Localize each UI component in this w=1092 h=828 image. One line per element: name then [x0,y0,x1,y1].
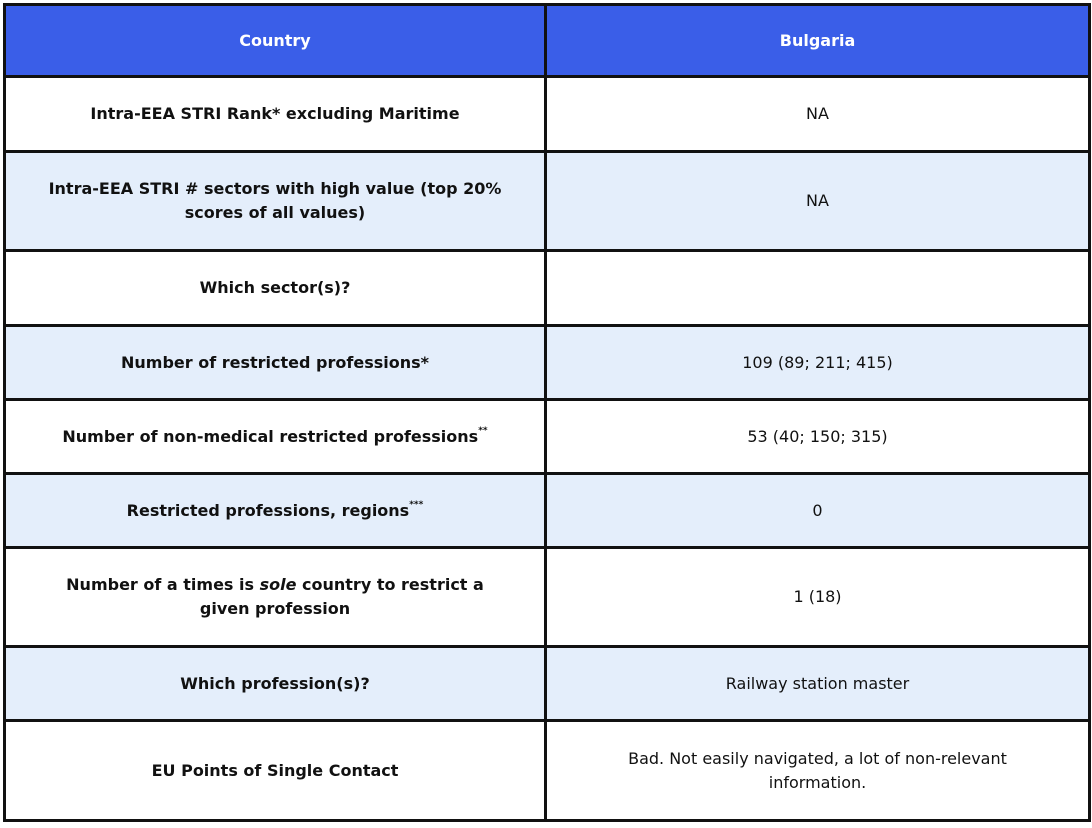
row-value: 109 (89; 211; 415) [546,326,1090,400]
row-value: NA [546,77,1090,152]
row-label: Intra-EEA STRI # sectors with high value (top 20% scores of all values) [5,152,546,251]
table-row [5,77,1090,152]
row-label [5,548,546,647]
column-header-bulgaria: Bulgaria [546,5,1090,77]
row-label: Which profession(s)? [5,647,546,721]
row-label-text: Number of non-medical restricted professions [62,426,479,446]
row-value [546,251,1090,326]
table-row [5,326,1090,400]
row-label [5,400,546,474]
row-label: Intra-EEA STRI Rank* excluding Maritime [5,77,546,152]
footnote-marker: ** [478,426,488,437]
table-header-row [5,5,1090,77]
row-label-pre: Number of a times is [66,575,260,594]
country-comparison-table [3,3,1091,822]
column-header-country: Country [5,5,546,77]
row-value: Railway station master [546,647,1090,721]
table-row [5,474,1090,548]
row-label: Which sector(s)? [5,251,546,326]
row-label: EU Points of Single Contact [5,721,546,821]
row-label-post: country to restrict a given profession [199,575,484,618]
row-label: Number of restricted professions* [5,326,546,400]
row-value: 1 (18) [546,548,1090,647]
row-label-text: Restricted professions, regions [126,500,410,520]
row-value: 0 [546,474,1090,548]
row-label-emphasis: sole [259,575,297,594]
table-row [5,721,1090,821]
table-row [5,548,1090,647]
table-row [5,152,1090,251]
footnote-marker: *** [409,500,424,511]
row-label [5,474,546,548]
table-row [5,251,1090,326]
table-row [5,400,1090,474]
row-value: 53 (40; 150; 315) [546,400,1090,474]
row-value: NA [546,152,1090,251]
row-value: Bad. Not easily navigated, a lot of non-relevant information. [546,721,1090,821]
table-row [5,647,1090,721]
